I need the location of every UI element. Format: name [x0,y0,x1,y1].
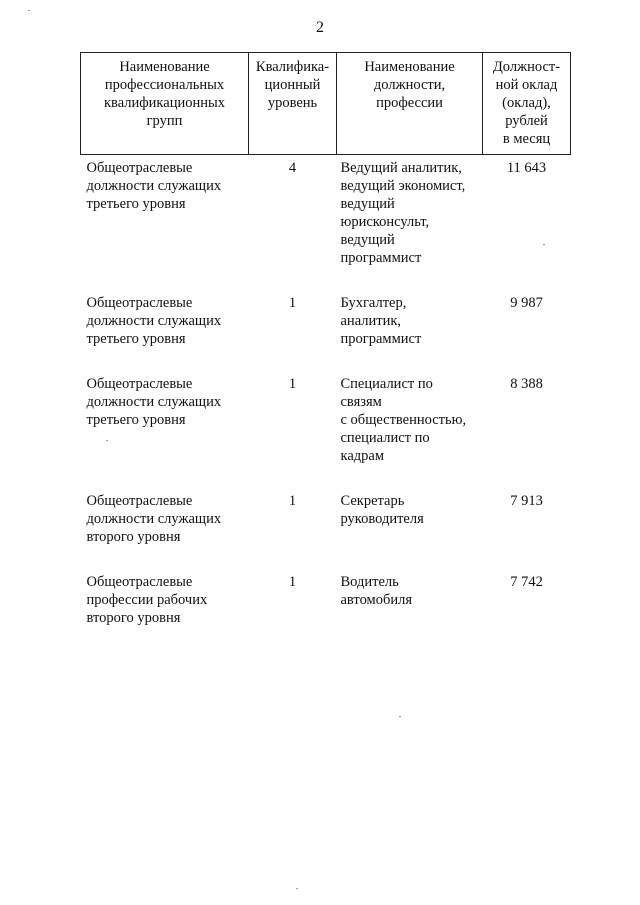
scan-speck [106,440,108,441]
header-line: профессиональных [104,77,225,93]
position-line: программист [340,331,422,347]
header-line: Наименование [119,59,210,75]
group-cell [81,371,249,465]
position-line: ведущий экономист, [340,178,466,194]
header-line: Квалифика- [255,59,330,75]
group-line: третьего уровня [86,412,186,428]
table-row [81,371,571,465]
scan-speck [296,888,298,889]
header-line: групп [146,113,183,129]
header-line: Наименование [364,59,455,75]
header-line: должности, [373,77,446,93]
row-spacer [81,546,571,569]
group-line: должности служащих [86,178,222,194]
group-cell [81,155,249,268]
position-cell [337,290,483,348]
salary-table [80,52,571,627]
scan-speck [28,10,30,11]
position-cell [337,155,483,268]
position-cell [337,371,483,465]
row-spacer [81,267,571,290]
group-line: профессии рабочих [86,592,208,608]
group-line: Общеотраслевые [86,376,193,392]
position-line: ведущий [340,232,395,248]
salary-cell: 7 913 [510,493,543,509]
group-line: должности служащих [86,313,222,329]
position-line: программист [340,250,422,266]
position-line: связям [340,394,382,410]
group-cell [81,569,249,627]
row-spacer [81,465,571,488]
header-line: рублей [505,113,548,129]
salary-cell: 7 742 [510,574,543,590]
position-cell [337,488,483,546]
group-line: Общеотраслевые [86,295,193,311]
position-line: кадрам [340,448,384,464]
header-qualification-groups [81,53,249,155]
group-line: должности служащих [86,511,222,527]
header-position-name [337,53,483,155]
table-row [81,290,571,348]
position-line: Бухгалтер, [340,295,407,311]
salary-cell: 9 987 [510,295,543,311]
group-line: второго уровня [86,610,181,626]
position-cell [337,569,483,627]
page-number: 2 [316,19,324,36]
position-line: с общественностью, [340,412,467,428]
salary-cell: 11 643 [506,160,547,176]
position-line: Секретарь [340,493,405,509]
level-cell: 1 [288,376,297,392]
header-line: (оклад), [502,95,551,111]
table-row [81,488,571,546]
group-cell [81,488,249,546]
level-cell: 4 [288,160,297,176]
level-cell: 1 [288,574,297,590]
header-line: профессии [376,95,443,111]
group-line: второго уровня [86,529,181,545]
table-row [81,569,571,627]
position-line: Специалист по [340,376,433,392]
header-monthly-salary [483,53,571,155]
group-line: должности служащих [86,394,222,410]
header-line: Должност- [492,59,561,75]
level-cell: 1 [288,493,297,509]
group-line: Общеотраслевые [86,160,193,176]
scan-speck [399,716,401,717]
table-row [81,155,571,268]
group-line: Общеотраслевые [86,493,193,509]
table-header-row [81,53,571,155]
group-line: третьего уровня [86,196,186,212]
header-line: уровень [267,95,318,111]
header-line: ной оклад [495,77,558,93]
header-line: в месяц [502,131,551,147]
row-spacer [81,348,571,371]
position-line: автомобиля [340,592,413,608]
group-line: третьего уровня [86,331,186,347]
salary-cell: 8 388 [510,376,543,392]
group-cell [81,290,249,348]
position-line: ведущий [340,196,395,212]
header-line: ционный [264,77,321,93]
position-line: Ведущий аналитик, [340,160,462,176]
level-cell: 1 [288,295,297,311]
position-line: Водитель [340,574,399,590]
position-line: специалист по [340,430,430,446]
position-line: юрисконсульт, [340,214,430,230]
position-line: аналитик, [340,313,402,329]
scan-speck [543,244,545,245]
header-qualification-level [249,53,337,155]
header-line: квалификационных [104,95,225,111]
group-line: Общеотраслевые [86,574,193,590]
position-line: руководителя [340,511,424,527]
